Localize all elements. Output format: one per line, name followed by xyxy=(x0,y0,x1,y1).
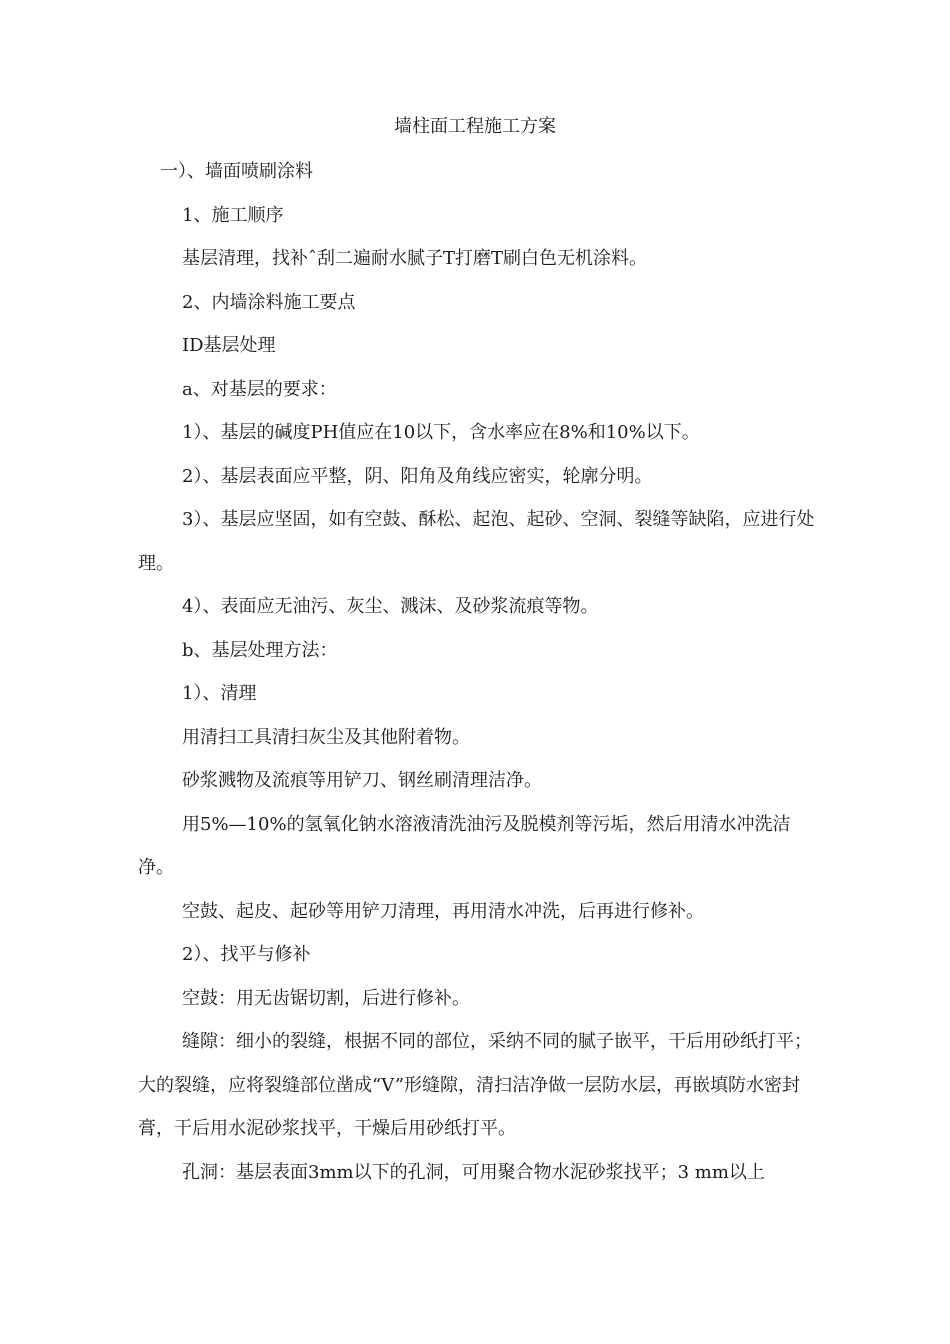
paragraph: ID基层处理 xyxy=(182,335,276,356)
document-body xyxy=(138,150,826,1194)
paragraph: 一）、墙面喷刷涂料 xyxy=(160,161,313,182)
paragraph: 孔洞：基层表面3mm以下的孔洞，可用聚合物水泥砂浆找平；3 mm以上 xyxy=(182,1161,765,1183)
paragraph: 1）、基层的碱度PH值应在10以下，含水率应在8%和10%以下。 xyxy=(182,422,700,443)
paragraph: 2、内墙涂料施工要点 xyxy=(182,291,356,313)
paragraph: 4）、表面应无油污、灰尘、溅沫、及砂浆流痕等物。 xyxy=(182,596,599,617)
paragraph: 1、施工顺序 xyxy=(182,204,284,226)
paragraph: a、对基层的要求： xyxy=(182,378,337,400)
document-title: 墙柱面工程施工方案 xyxy=(394,116,556,137)
paragraph: 2）、找平与修补 xyxy=(182,944,311,965)
paragraph: 砂浆溅物及流痕等用铲刀、钢丝刷清理洁净。 xyxy=(182,770,542,791)
paragraph: 空鼓：用无齿锯切割，后进行修补。 xyxy=(182,987,470,1009)
paragraph: 用5%—10%的氢氧化钠水溶液清洗油污及脱模剂等污垢，然后用清水冲洗洁净。 xyxy=(138,813,791,878)
paragraph: 1）、清理 xyxy=(182,683,257,704)
paragraph: 缝隙：细小的裂缝，根据不同的部位，采纳不同的腻子嵌平，干后用砂纸打平；大的裂缝，应将裂缝部位凿成“V”形缝隙，清扫洁净做一层防水层，再嵌填防水密封膏，干后用水泥砂浆找平，干燥后用砂纸打平。 xyxy=(138,1031,812,1139)
paragraph: 用清扫工具清扫灰尘及其他附着物。 xyxy=(182,726,470,748)
paragraph: b、基层处理方法： xyxy=(182,639,338,661)
paragraph: 空鼓、起皮、起砂等用铲刀清理，再用清水冲洗，后再进行修补。 xyxy=(182,900,704,922)
paragraph: 基层清理，找补ˆ刮二遍耐水腻子T打磨T刷白色无机涂料。 xyxy=(182,248,648,269)
paragraph: 3）、基层应坚固，如有空鼓、酥松、起泡、起砂、空洞、裂缝等缺陷，应进行处理。 xyxy=(138,509,815,574)
paragraph: 2）、基层表面应平整，阴、阳角及角线应密实，轮廓分明。 xyxy=(182,465,653,487)
